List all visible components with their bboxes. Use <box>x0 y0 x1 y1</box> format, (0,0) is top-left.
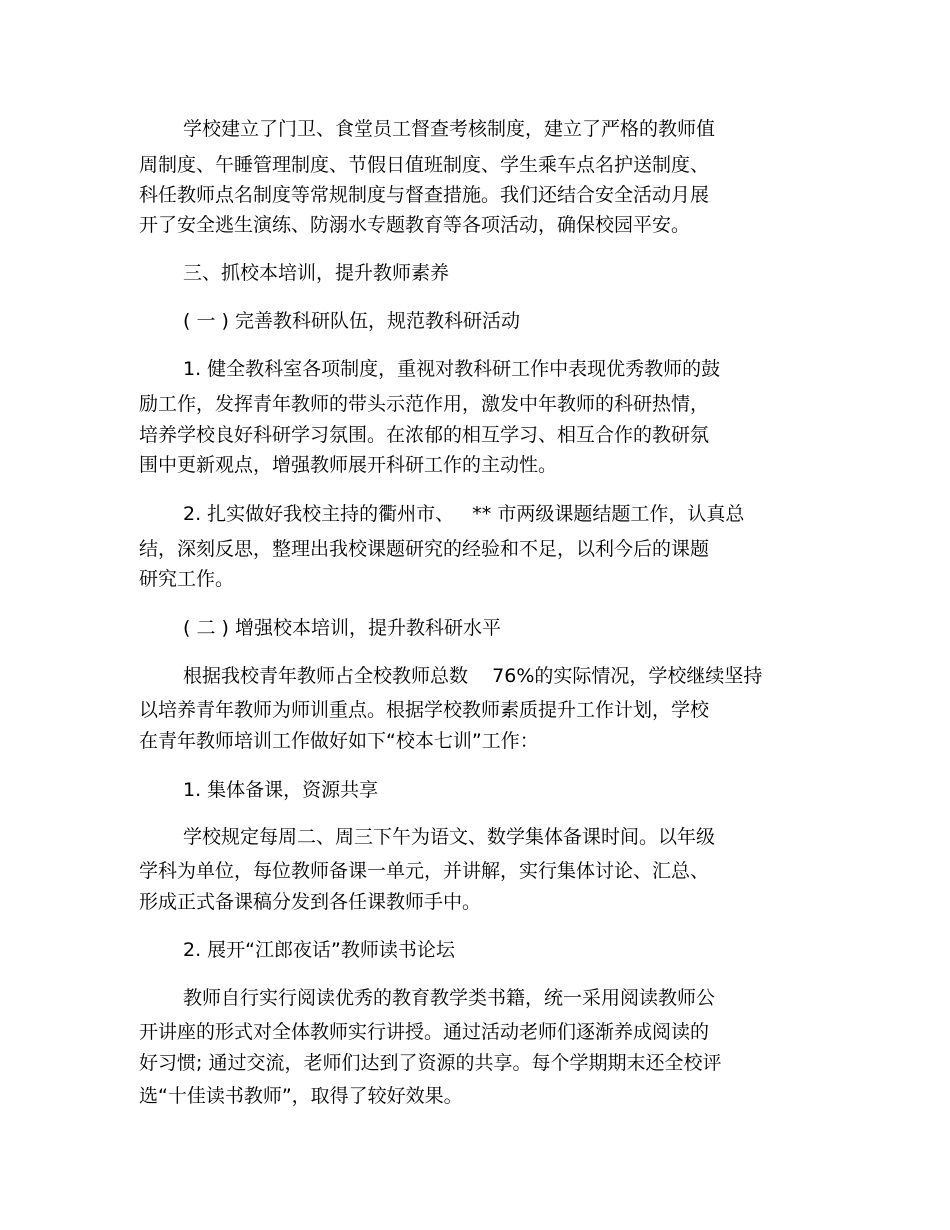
paragraph-2-line-2: 励工作，发挥青年教师的带头示范作用，激发中年教师的科研热情， <box>139 393 710 415</box>
paragraph-1-line-1: 学校建立了门卫、食堂员工督查考核制度，建立了严格的教师值 <box>183 118 716 140</box>
paragraph-6-line-3: 好习惯; 通过交流，老师们达到了资源的共享。每个学期期末还全校评 <box>139 1052 722 1074</box>
paragraph-4-line-1: 根据我校青年教师占全校教师总数 76%的实际情况，学校继续坚持 <box>183 665 763 687</box>
paragraph-5-line-1: 学校规定每周二、周三下午为语文、数学集体备课时间。以年级 <box>183 826 716 848</box>
paragraph-1-line-2: 周制度、午睡管理制度、节假日值班制度、学生乘车点名护送制度、 <box>139 154 710 176</box>
paragraph-3-line-3: 研究工作。 <box>139 568 235 590</box>
paragraph-6-line-2: 开讲座的形式对全体教师实行讲授。通过活动老师们逐渐养成阅读的 <box>139 1021 710 1043</box>
section-heading-3: 三、抓校本培训，提升教师素养 <box>183 262 450 284</box>
paragraph-3-line-1: 2. 扎实做好我校主持的衢州市、 ** 市两级课题结题工作，认真总 <box>183 503 745 525</box>
paragraph-4-line-2: 以培养青年教师为师训重点。根据学校教师素质提升工作计划，学校 <box>139 699 710 721</box>
subheading-3-2: ( 二 ) 增强校本培训，提升教科研水平 <box>183 617 501 639</box>
paragraph-6-line-4: 选“十佳读书教师”，取得了较好效果。 <box>139 1085 463 1107</box>
paragraph-1-line-3: 科任教师点名制度等常规制度与督查措施。我们还结合安全活动月展 <box>139 184 710 206</box>
paragraph-2-line-4: 围中更新观点，增强教师展开科研工作的主动性。 <box>139 454 558 476</box>
paragraph-1-line-4: 开了安全逃生演练、防溺水专题教育等各项活动，确保校园平安。 <box>139 214 691 236</box>
paragraph-2-line-3: 培养学校良好科研学习氛围。在浓郁的相互学习、相互合作的教研氛 <box>139 424 710 446</box>
paragraph-5-line-2: 学科为单位，每位教师备课一单元，并讲解，实行集体讨论、汇总、 <box>139 860 710 882</box>
paragraph-2-line-1: 1. 健全教科室各项制度，重视对教科研工作中表现优秀教师的鼓 <box>183 358 721 380</box>
subheading-3-1: ( 一 ) 完善教科研队伍，规范教科研活动 <box>183 310 520 332</box>
paragraph-6-line-1: 教师自行实行阅读优秀的教育教学类书籍，统一采用阅读教师公 <box>183 987 716 1009</box>
paragraph-3-line-2: 结，深刻反思，整理出我校课题研究的经验和不足，以利今后的课题 <box>139 538 710 560</box>
list-item-1: 1. 集体备课，资源共享 <box>183 779 379 801</box>
list-item-2: 2. 展开“江郎夜话”教师读书论坛 <box>183 939 455 961</box>
paragraph-4-line-3: 在青年教师培训工作做好如下“校本七训”工作： <box>139 730 539 752</box>
paragraph-5-line-3: 形成正式备课稿分发到各任课教师手中。 <box>139 891 482 913</box>
